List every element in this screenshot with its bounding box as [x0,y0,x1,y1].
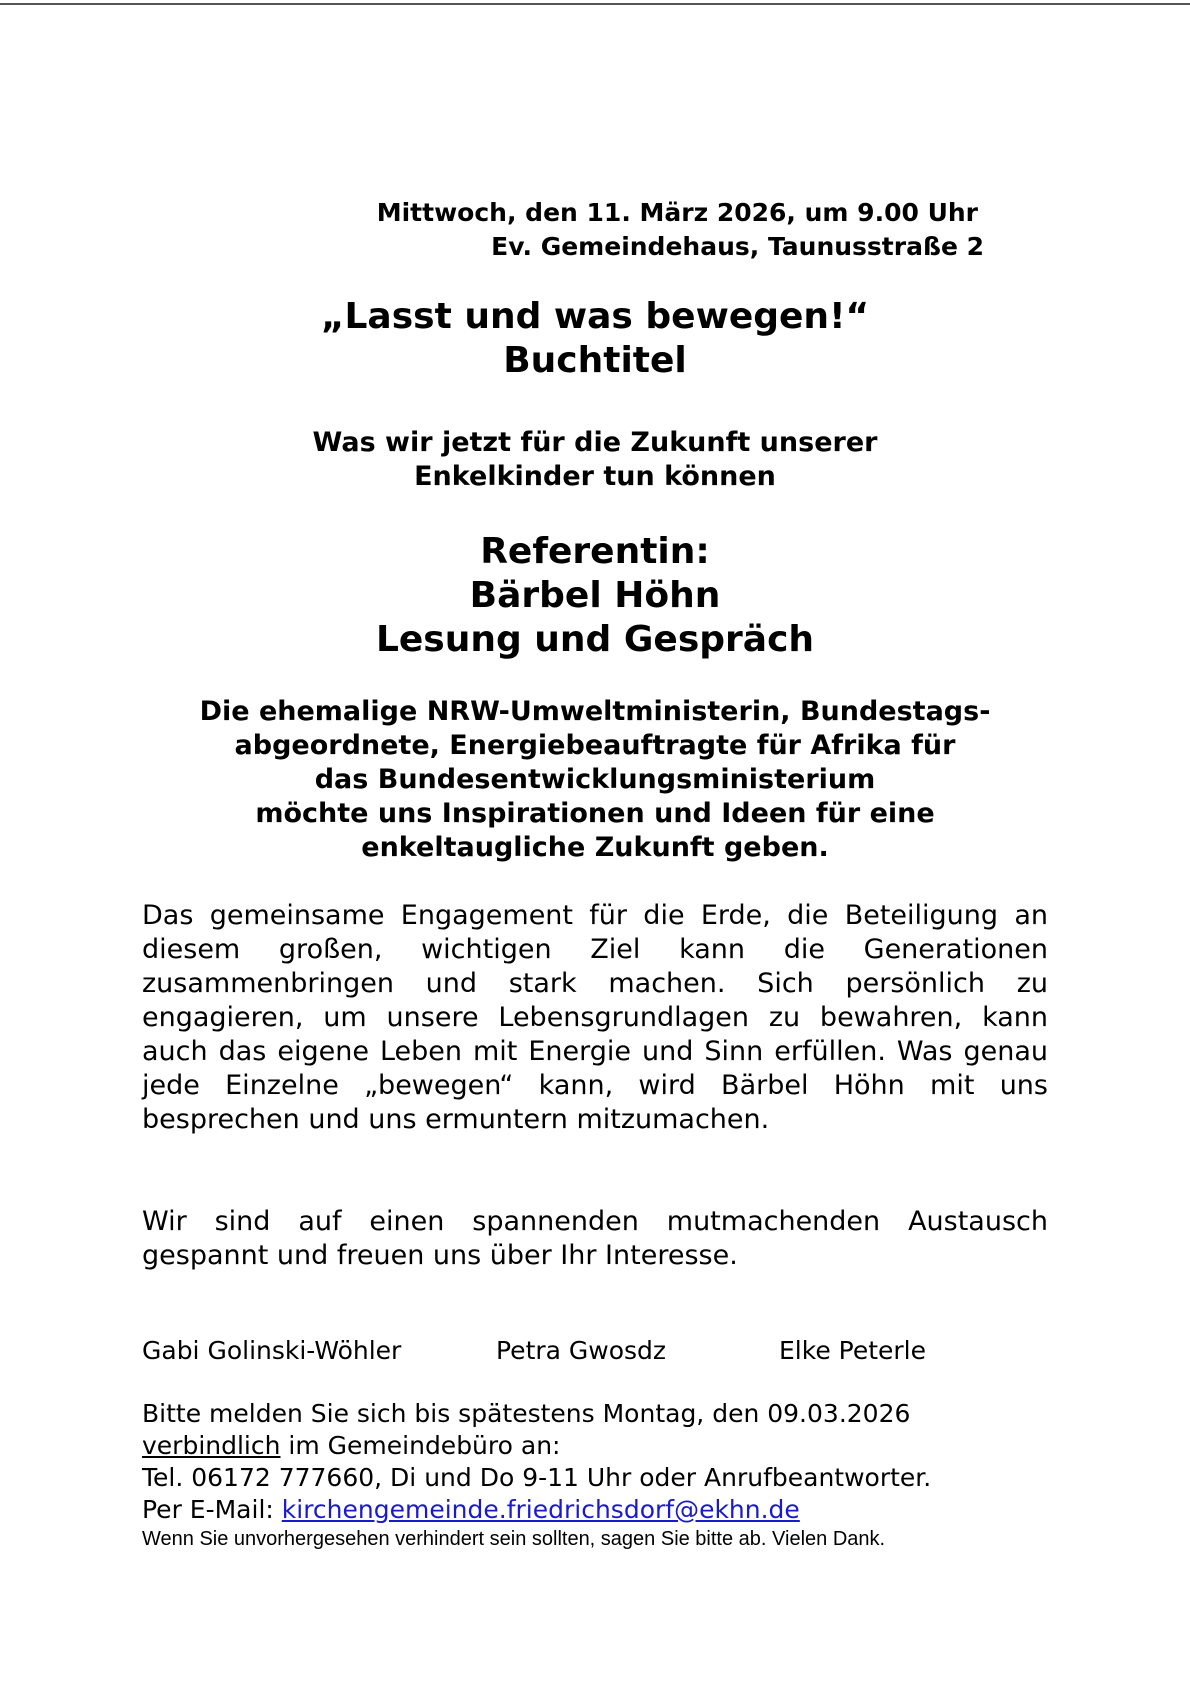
page-top-border [0,3,1190,5]
organizer-name: Petra Gwosdz [496,1336,667,1365]
registration-email-line [142,1494,1048,1526]
speaker-intro-line: das Bundesentwicklungsministerium [314,764,876,795]
email-link[interactable]: kirchengemeinde.friedrichsdorf@ekhn.de [281,1495,800,1524]
speaker-name: Bärbel Höhn [469,575,721,616]
event-venue: Ev. Gemeindehaus, Taunusstraße 2 [491,232,984,261]
book-subtitle-block [142,426,1048,494]
speaker-label: Referentin: [480,531,710,572]
email-prefix: Per E-Mail: [142,1495,282,1524]
registration-office-line [142,1430,1048,1462]
registration-deadline: Bitte melden Sie sich bis spätestens Montag, den 09.03.2026 [142,1399,911,1428]
book-subtitle-line: Was wir jetzt für die Zukunft unserer [312,427,878,458]
book-subtitle-line: Enkelkinder tun können [414,461,776,492]
organizer-signatures [142,1334,1048,1368]
organizer-name: Gabi Golinski-Wöhler [142,1336,402,1365]
speaker-intro-line: enkeltaugliche Zukunft geben. [361,832,829,863]
body-paragraph: Wir sind auf einen spannenden mutmachenden Austausch gespannt und freuen uns über Ihr Interesse. [142,1206,1048,1271]
speaker-intro-line: Die ehemalige NRW-Umweltministerin, Bundestags- [199,696,991,727]
speaker-block [142,530,1048,662]
speaker-intro-line: möchte uns Inspirationen und Ideen für eine [255,798,935,829]
registration-phone: Tel. 06172 777660, Di und Do 9-11 Uhr oder Anrufbeantworter. [142,1463,932,1492]
speaker-intro-line: abgeordnete, Energiebeauftragte für Afrika für [234,730,956,761]
binding-word: verbindlich [142,1431,281,1460]
book-title: „Lasst und was bewegen!“ [320,296,870,337]
cancellation-note: Wenn Sie unvorhergesehen verhindert sein sollten, sagen Sie bitte ab. Vielen Dank. [142,1528,886,1550]
book-title-block [142,295,1048,383]
registration-info [142,1398,1048,1526]
speaker-intro [142,695,1048,865]
event-date-time: Mittwoch, den 11. März 2026, um 9.00 Uhr [376,198,978,227]
event-format: Lesung und Gespräch [375,619,815,660]
book-title-caption: Buchtitel [503,340,687,381]
body-paragraph: Das gemeinsame Engagement für die Erde, die Beteiligung an diesem großen, wichtigen Ziel kann die Generationen zusammenbringen und stark machen. Sich persönlich zu engagieren, um unsere Lebensgrundlagen zu bewahren, kann auch das eigene Leben mit Energie und Sinn erfüllen. Was genau jede Einzelne „bewegen“ kann, wird Bärbel Höhn mit uns besprechen und uns ermuntern mitzumachen. [142,900,1048,1135]
organizer-name: Elke Peterle [779,1336,927,1365]
registration-office: im Gemeindebüro an: [280,1431,561,1460]
